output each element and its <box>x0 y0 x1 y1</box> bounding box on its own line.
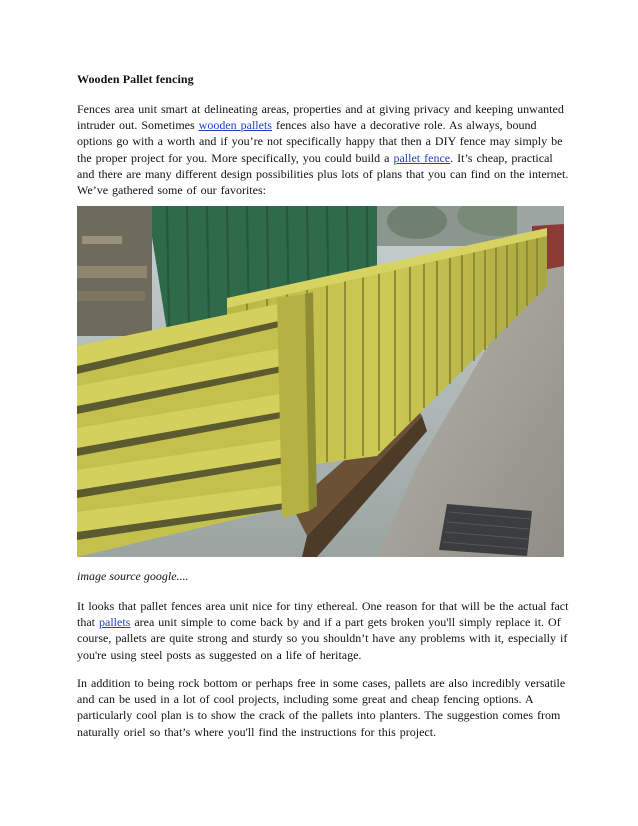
image-caption: image source google.... <box>77 569 189 583</box>
photo-illustration <box>77 206 564 557</box>
pallet-fence-link[interactable]: pallet fence <box>393 150 451 165</box>
intro-text-2: fences also have a decorative role. As always, bound options go with a worth and if you’re not specifically happy that then a DIY fence may simply be the proper project for you. More specifically, you could build a <box>77 118 563 165</box>
pallet-fence-photo <box>77 206 564 557</box>
pallets-link[interactable]: pallets <box>99 615 131 630</box>
second-text-1: It looks that pallet fences area unit nice for tiny ethereal. One reason for that will be the actual fact that <box>77 599 569 630</box>
wooden-pallets-link[interactable]: wooden pallets <box>198 118 272 133</box>
second-paragraph <box>77 598 571 663</box>
intro-text-3: . It’s cheap, practical and there are many different design possibilities plus lots of plans that you can find on the internet. We’ve gathered some of our favorites: <box>77 150 569 198</box>
intro-paragraph <box>77 101 571 198</box>
second-text-2: area unit simple to come back by and if a part gets broken you'll simply replace it. Of course, pallets are quite strong and sturdy so you shouldn’t have any problems with it, especially if you're using steel posts as suggested on a life of heritage. <box>77 615 568 662</box>
third-paragraph: In addition to being rock bottom or perhaps free in some cases, pallets are also incredibly versatile and can be used in a lot of cool projects, including some great and cheap fencing options. A particularly cool plan is to show the crack of the pallets into planters. The suggestion comes from naturally oriel so that’s where you'll find the instructions for this project. <box>77 676 566 739</box>
intro-text-1: Fences area unit smart at delineating areas, properties and at giving privacy and keeping unwanted intruder out. Sometimes <box>77 102 564 133</box>
article-title: Wooden Pallet fencing <box>77 72 194 86</box>
